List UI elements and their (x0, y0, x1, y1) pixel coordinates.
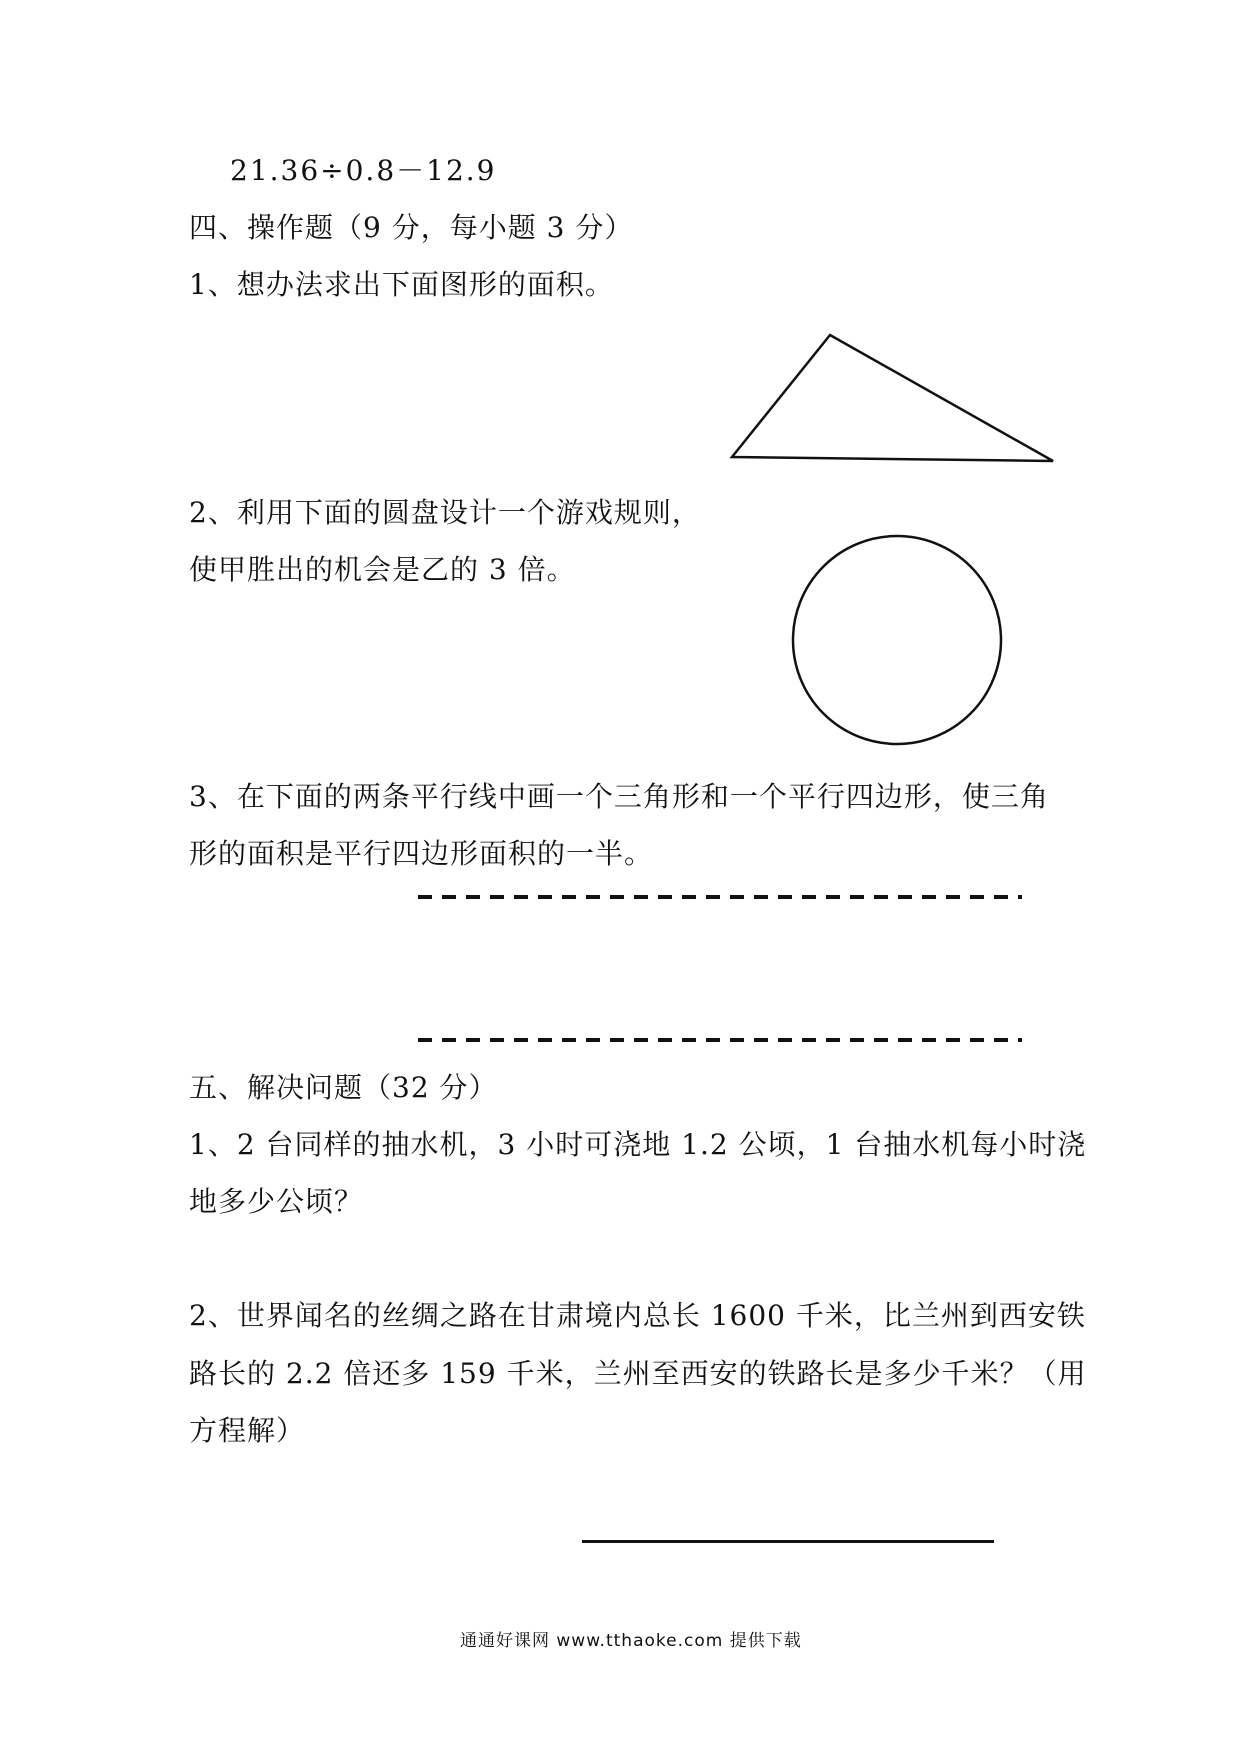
section-4-title: 四、操作题（9 分，每小题 3 分） (189, 211, 634, 244)
problem-5-2-line-2: 路长的 2.2 倍还多 159 千米，兰州至西安的铁路长是多少千米？（用 (189, 1357, 1087, 1390)
question-4-3-line-1: 3、在下面的两条平行线中画一个三角形和一个平行四边形，使三角 (189, 780, 1049, 813)
question-4-2-line-1: 2、利用下面的圆盘设计一个游戏规则， (189, 496, 701, 529)
problem-5-1-line-2: 地多少公顷？ (189, 1185, 364, 1218)
spinner-disc (793, 536, 1001, 744)
question-4-1: 1、想办法求出下面图形的面积。 (189, 268, 614, 301)
answer-line (582, 1540, 994, 1543)
problem-5-2-line-3: 方程解） (189, 1414, 306, 1447)
calculation-expression: 21.36÷0.8－12.9 (230, 154, 497, 187)
section-5-title: 五、解决问题（32 分） (189, 1071, 498, 1104)
question-4-2-line-2: 使甲胜出的机会是乙的 3 倍。 (189, 553, 576, 586)
problem-5-1-line-1: 1、2 台同样的抽水机，3 小时可浇地 1.2 公顷，1 台抽水机每小时浇 (189, 1128, 1087, 1161)
question-4-3-line-2: 形的面积是平行四边形面积的一半。 (189, 837, 654, 870)
triangle-figure (732, 335, 1053, 461)
problem-5-2-line-1: 2、世界闻名的丝绸之路在甘肃境内总长 1600 千米，比兰州到西安铁 (189, 1299, 1086, 1332)
footer-text: 通通好课网 www.tthaoke.com 提供下载 (460, 1631, 802, 1651)
